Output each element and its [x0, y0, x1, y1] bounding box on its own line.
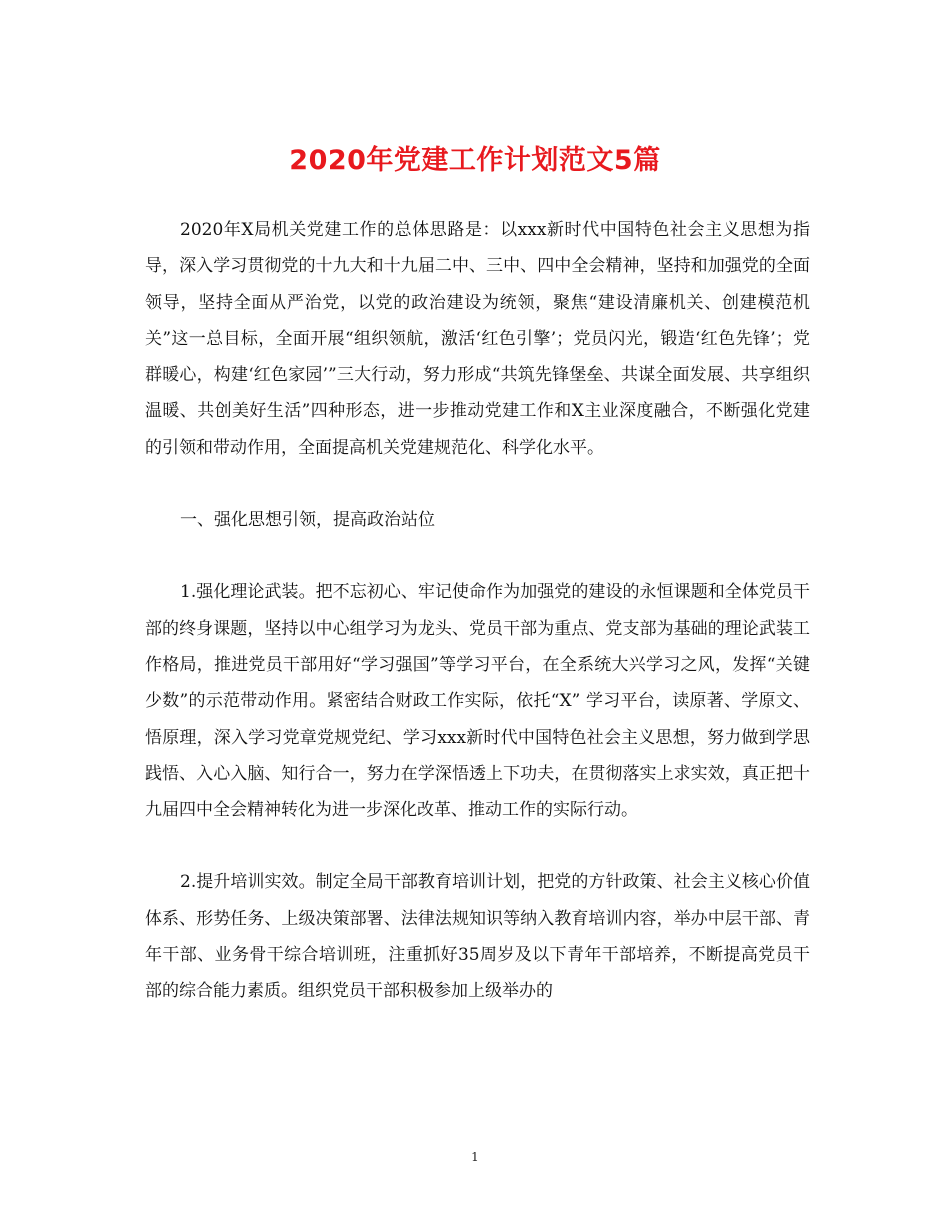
section-heading: 一、强化思想引领，提高政治站位: [180, 510, 435, 531]
document-body: [145, 212, 810, 1046]
paragraph-theory: 1.强化理论武装。把不忘初心、牢记使命作为加强党的建设的永恒课题和全体党员干部的终身课题，坚持以中心组学习为龙头、党员干部为重点、党支部为基础的理论武装工作格局，推进党员干部用好“学习强国”等学习平台，在全系统大兴学习之风，发挥“关键少数”的示范带动作用。紧密结合财政工作实际，依托“X” 学习平台，读原著、学原文、悟原理，深入学习党章党规党纪、学习xxx新时代中国特色社会主义思想，努力做到学思践悟、入心入脑、知行合一，努力在学深悟透上下功夫，在贯彻落实上求实效，真正把十九届四中全会精神转化为进一步深化改革、推动工作的实际行动。: [145, 582, 810, 821]
intro-paragraph: 2020年X局机关党建工作的总体思路是：以xxx新时代中国特色社会主义思想为指导，深入学习贯彻党的十九大和十九届二中、三中、四中全会精神，坚持和加强党的全面领导，坚持全面从严治党，以党的政治建设为统领，聚焦“建设清廉机关、创建模范机关”这一总目标，全面开展“组织领航，激活‘红色引擎’；党员闪光，锻造‘红色先锋’；党群暖心，构建‘红色家园’”三大行动，努力形成“共筑先锋堡垒、共谋全面发展、共享组织温暖、共创美好生活”四种形态，进一步推动党建工作和X主业深度融合，不断强化党建的引领和带动作用，全面提高机关党建规范化、科学化水平。: [145, 220, 810, 458]
document-title: 2020年党建工作计划范文5篇: [289, 145, 661, 176]
page-number: 1: [471, 1150, 479, 1164]
paragraph-training: 2.提升培训实效。制定全局干部教育培训计划，把党的方针政策、社会主义核心价值体系、形势任务、上级决策部署、法律法规知识等纳入教育培训内容，举办中层干部、青年干部、业务骨干综合培训班，注重抓好35周岁及以下青年干部培养，不断提高党员干部的综合能力素质。组织党员干部积极参加上级举办的: [145, 872, 810, 1002]
